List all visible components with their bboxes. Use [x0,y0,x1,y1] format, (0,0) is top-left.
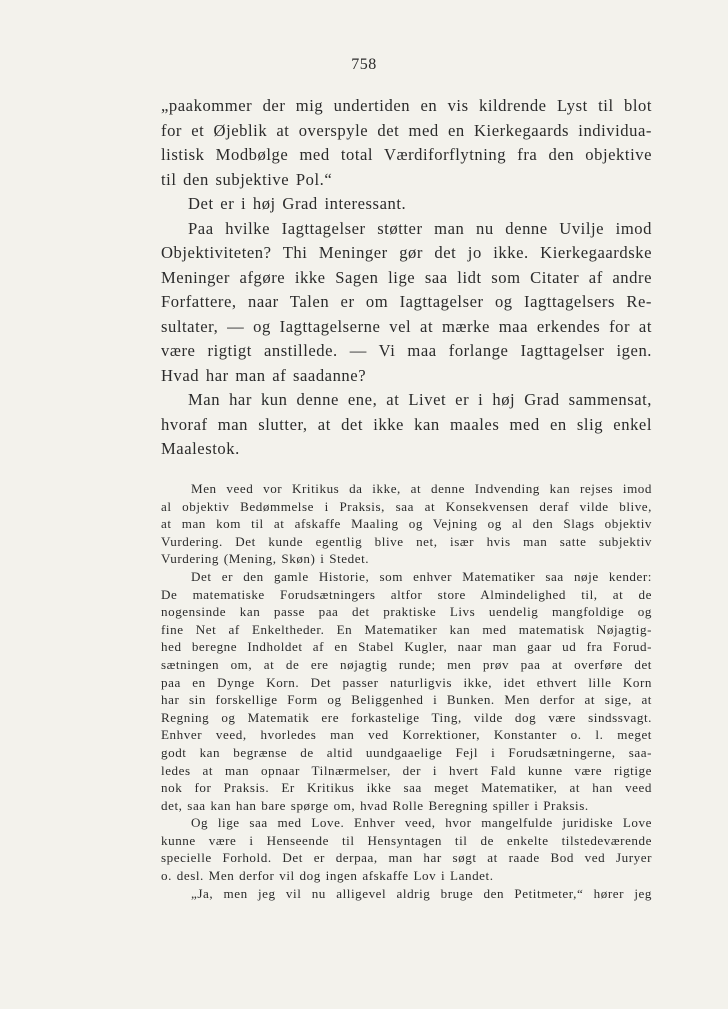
footnote-text-line: De matematiske Forudsætningers altfor store Almindelighed til, at de [161,586,652,602]
footnote-text-line: fine Net af Enkeltheder. En Matematiker kan med matematisk Nøjagtig- [161,621,652,637]
main-text-line: Det er i høj Grad interessant. [188,194,407,213]
footnote-text-line: Vurdering (Mening, Skøn) i Stedet. [161,551,370,567]
footnote-text-line: at man kom til at afskaffe Maaling og Vejning og al den Slags objektiv [161,516,652,532]
footnote-text-line: kunne være i Henseende til Hensyntagen til de enkelte tilstedeværende [161,832,652,848]
footnote-text-block [161,480,652,902]
main-text-line: Maalestok. [161,439,240,458]
footnote-text-line: specielle Forhold. Det er derpaa, man har søgt at raade Bod ved Juryer [161,850,652,866]
main-text-line: listisk Modbølge med total Værdiforflytning fra den objektive [161,145,652,164]
main-text-line: til den subjektive Pol.“ [161,169,333,189]
page-number: 758 [351,56,377,73]
main-text-line: Forfattere, naar Talen er om Iagttagelser og Iagttagelsers Re- [161,292,652,311]
main-text-line: hvoraf man slutter, at det ikke kan maales med en slig enkel [161,414,652,434]
main-text-line: Meninger afgøre ikke Sagen lige saa lidt som Citater af andre [161,267,652,287]
footnote-text-line: „Ja, men jeg vil nu alligevel aldrig bruge den Petitmeter,“ hører jeg [191,885,652,901]
main-text-line: Paa hvilke Iagttagelser støtter man nu denne Uvilje imod [188,218,652,238]
main-text-line: Objektiviteten? Thi Meninger gør det jo ikke. Kierkegaardske [161,243,652,262]
main-text-line: Hvad har man af saadanne? [161,365,367,385]
footnote-text-line: sætningen om, at de ere nøjagtig runde; men prøv paa at overføre det [161,656,652,672]
main-text-line: Man har kun denne ene, at Livet er i høj Grad sammensat, [188,390,652,409]
footnote-text-line: Enhver veed, hvorledes man ved Korrektioner, Konstanter o. l. meget [161,727,652,743]
footnote-text-line: har sin forskellige Form og Beliggenhed i Bunken. Men derfor at sige, at [161,692,652,708]
footnote-text-line: nok for Praksis. Er Kritikus ikke saa meget Matematiker, at han veed [161,780,652,796]
footnote-text-line: ledes at man opnaar Tilnærmelser, der i hvert Fald kunne være rigtige [161,762,652,778]
footnote-text-line: Vurdering. Det kunde egentlig blive net, især hvis man satte subjektiv [161,533,652,549]
main-text-line: „paakommer der mig undertiden en vis kildrende Lyst til blot [161,96,652,115]
footnote-text-line: paa en Dynge Korn. Det passer naturligvis ikke, idet ethvert lille Korn [161,674,652,690]
footnote-text-line: hed beregne Indholdet af en Stabel Kugler, naar man gaar ud fra Forud- [161,639,652,655]
footnote-text-line: Det er den gamle Historie, som enhver Matematiker saa nøje kender: [191,568,652,584]
footnote-text-line: Og lige saa med Love. Enhver veed, hvor mangelfulde juridiske Love [191,815,652,831]
footnote-text-line: al objektiv Bedømmelse i Praksis, saa at Konsekvensen deraf vilde blive, [161,498,652,514]
main-text-line: for et Øjeblik at overspyle det med en Kierkegaards individua- [161,120,652,140]
footnote-text-line: Men veed vor Kritikus da ikke, at denne Indvending kan rejses imod [191,481,652,496]
footnote-text-line: godt kan begrænse de altid uundgaaelige Fejl i Forudsætningerne, saa- [161,744,652,760]
footnote-text-line: nogensinde kan passe paa det praktiske Livs uendelig mangfoldige og [161,604,652,620]
footnote-text-line: o. desl. Men derfor vil dog ingen afskaffe Lov i Landet. [161,868,494,884]
main-text-block [161,94,652,462]
main-text-line: sultater, — og Iagttagelserne vel at mærke maa erkendes for at [161,316,652,336]
main-text-line: være rigtigt anstillede. — Vi maa forlange Iagttagelser igen. [161,341,652,360]
footnote-text-line: det, saa kan han bare spørge om, hvad Rolle Beregning spiller i Praksis. [161,797,589,813]
footnote-text-line: Regning og Matematik ere forkastelige Ting, vilde dog være sindssvagt. [161,709,652,725]
